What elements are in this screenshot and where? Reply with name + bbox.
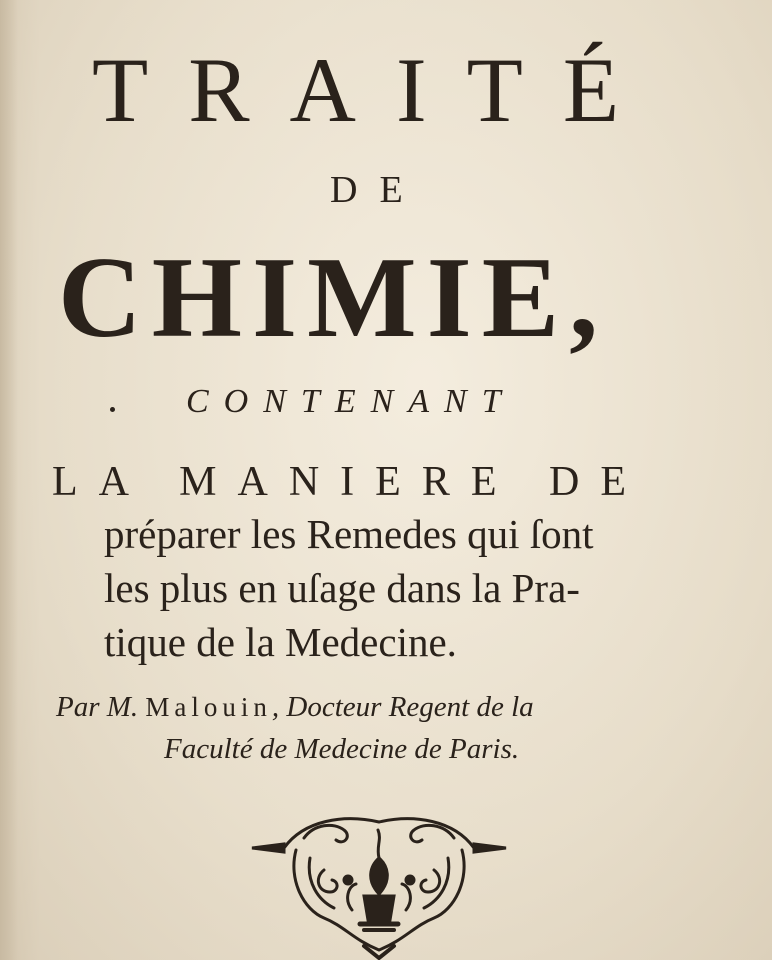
title-de: DE [330,169,425,211]
printers-ornament-vase-icon [244,800,514,960]
subtitle-la-maniere-de: LA MANIERE DE [52,459,647,505]
subtitle-line-3: tique de la Medecine. [104,619,457,665]
author-name: Malouin [145,692,272,722]
decorative-dot [110,407,115,412]
subtitle-contenant: CONTENANT [186,383,516,420]
author-suffix: , Docteur Regent de la [271,691,534,723]
author-prefix: Par M. [56,691,139,723]
title-chimie: CHIMIE, [58,234,609,362]
author-line-1 [56,690,534,724]
page-gutter-shadow [0,0,18,960]
subtitle-line-1: préparer les Remedes qui ſont [104,511,594,557]
author-line-2: Faculté de Medecine de Paris. [164,733,520,765]
subtitle-line-2: les plus en uſage dans la Pra- [104,565,580,611]
title-traite: TRAITÉ [92,39,660,141]
